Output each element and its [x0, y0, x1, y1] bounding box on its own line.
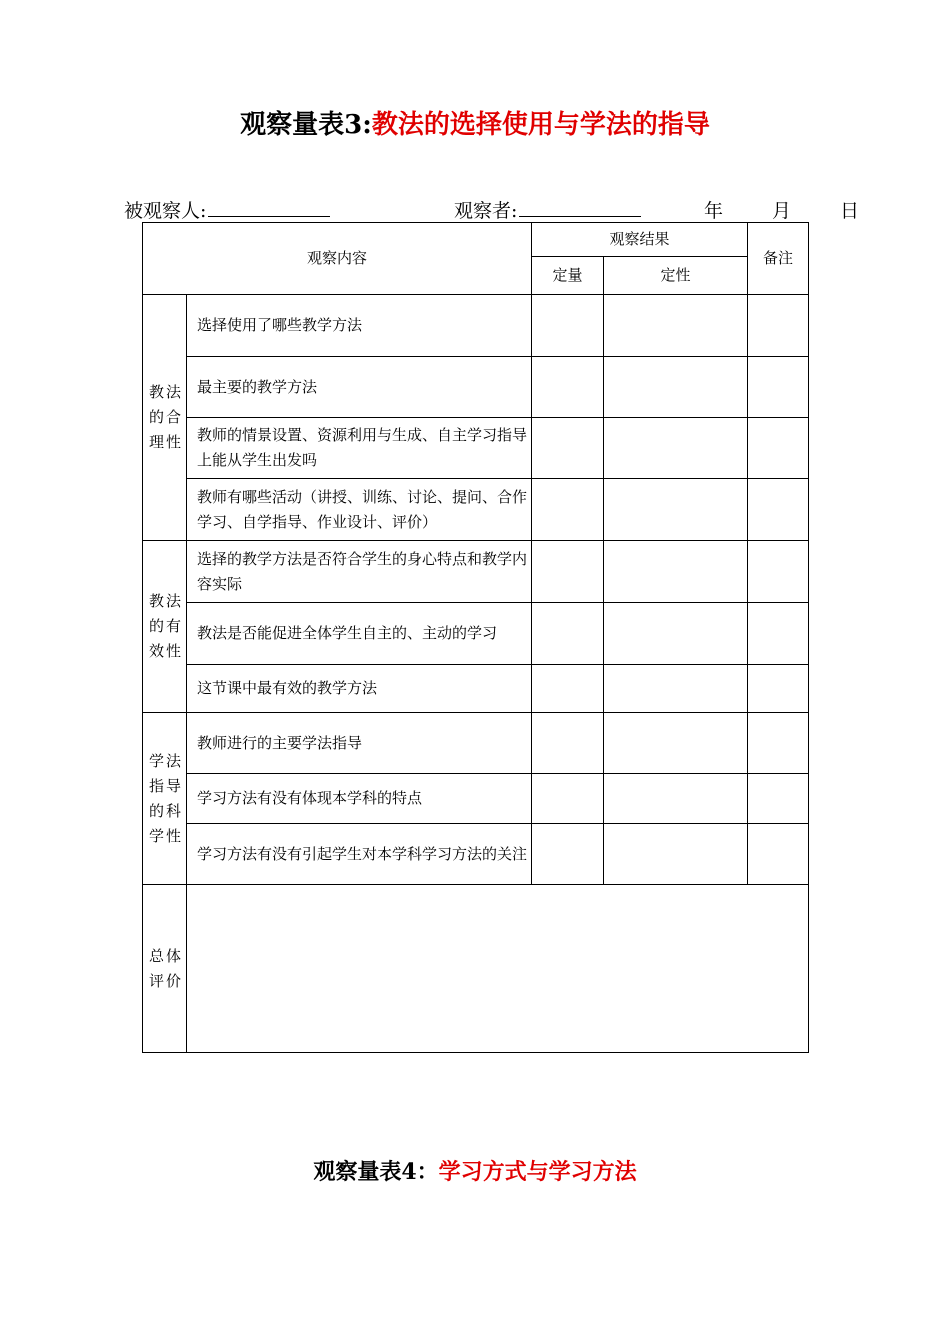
item-cell: 教法是否能促进全体学生自主的、主动的学习: [187, 603, 532, 665]
header-row: [143, 223, 809, 257]
table-row: [143, 713, 809, 774]
category-cell: 学法指导的科学性: [143, 713, 187, 885]
table-row: [143, 665, 809, 713]
quantitative-cell[interactable]: [532, 603, 604, 665]
quantitative-cell[interactable]: [532, 665, 604, 713]
remarks-cell[interactable]: [748, 603, 809, 665]
qualitative-cell[interactable]: [604, 541, 748, 603]
title-highlight: 教法的选择使用与学法的指导: [371, 110, 710, 140]
header-quantitative: 定量: [532, 257, 604, 295]
month-label: 月: [772, 200, 792, 222]
remarks-cell[interactable]: [748, 541, 809, 603]
observation-table: [142, 222, 809, 1053]
table-row: [143, 824, 809, 885]
table-row: [143, 418, 809, 479]
remarks-cell[interactable]: [748, 713, 809, 774]
qualitative-cell[interactable]: [604, 479, 748, 541]
qualitative-cell[interactable]: [604, 357, 748, 418]
table-row: [143, 357, 809, 418]
quantitative-cell[interactable]: [532, 713, 604, 774]
category-cell: 教法的有效性: [143, 541, 187, 713]
overall-row: [143, 885, 809, 1053]
qualitative-cell[interactable]: [604, 665, 748, 713]
item-cell: 选择的教学方法是否符合学生的身心特点和教学内容实际: [187, 541, 532, 603]
quantitative-cell[interactable]: [532, 418, 604, 479]
quantitative-cell[interactable]: [532, 479, 604, 541]
remarks-cell[interactable]: [748, 418, 809, 479]
observer-label: 观察者:: [454, 200, 518, 222]
header-remarks: 备注: [748, 223, 809, 295]
quantitative-cell[interactable]: [532, 824, 604, 885]
table-row: [143, 479, 809, 541]
overall-evaluation-area[interactable]: [187, 885, 809, 1053]
qualitative-cell[interactable]: [604, 418, 748, 479]
observer-field: [454, 196, 641, 223]
header-content: 观察内容: [143, 223, 532, 295]
observed-person-field: [124, 196, 330, 223]
qualitative-cell[interactable]: [604, 295, 748, 357]
observed-person-blank[interactable]: [208, 196, 330, 217]
overall-label: 总体评价: [143, 885, 187, 1053]
table-row: [143, 541, 809, 603]
qualitative-cell[interactable]: [604, 713, 748, 774]
quantitative-cell[interactable]: [532, 357, 604, 418]
table-row: [143, 774, 809, 824]
qualitative-cell[interactable]: [604, 774, 748, 824]
remarks-cell[interactable]: [748, 824, 809, 885]
remarks-cell[interactable]: [748, 774, 809, 824]
table-row: [143, 295, 809, 357]
header-qualitative: 定性: [604, 257, 748, 295]
item-cell: 这节课中最有效的教学方法: [187, 665, 532, 713]
table-row: [143, 603, 809, 665]
category-cell: 教法的合理性: [143, 295, 187, 541]
item-cell: 最主要的教学方法: [187, 357, 532, 418]
quantitative-cell[interactable]: [532, 541, 604, 603]
next-table-title: [0, 1155, 950, 1186]
item-cell: 学习方法有没有体现本学科的特点: [187, 774, 532, 824]
year-label: 年: [704, 200, 724, 222]
qualitative-cell[interactable]: [604, 603, 748, 665]
title2-prefix: 观察量表4：: [313, 1159, 439, 1185]
quantitative-cell[interactable]: [532, 774, 604, 824]
remarks-cell[interactable]: [748, 295, 809, 357]
item-cell: 教师的情景设置、资源利用与生成、自主学习指导上能从学生出发吗: [187, 418, 532, 479]
observed-person-label: 被观察人:: [124, 200, 207, 222]
qualitative-cell[interactable]: [604, 824, 748, 885]
item-cell: 选择使用了哪些教学方法: [187, 295, 532, 357]
day-label: 日: [840, 200, 860, 222]
item-cell: 教师进行的主要学法指导: [187, 713, 532, 774]
remarks-cell[interactable]: [748, 357, 809, 418]
title-prefix: 观察量表3:: [240, 110, 372, 140]
quantitative-cell[interactable]: [532, 295, 604, 357]
remarks-cell[interactable]: [748, 479, 809, 541]
title2-highlight: 学习方式与学习方法: [438, 1159, 637, 1185]
page-title: [0, 104, 950, 141]
header-result: 观察结果: [532, 223, 748, 257]
item-cell: 学习方法有没有引起学生对本学科学习方法的关注: [187, 824, 532, 885]
observer-blank[interactable]: [519, 196, 641, 217]
remarks-cell[interactable]: [748, 665, 809, 713]
item-cell: 教师有哪些活动（讲授、训练、讨论、提问、合作学习、自学指导、作业设计、评价）: [187, 479, 532, 541]
